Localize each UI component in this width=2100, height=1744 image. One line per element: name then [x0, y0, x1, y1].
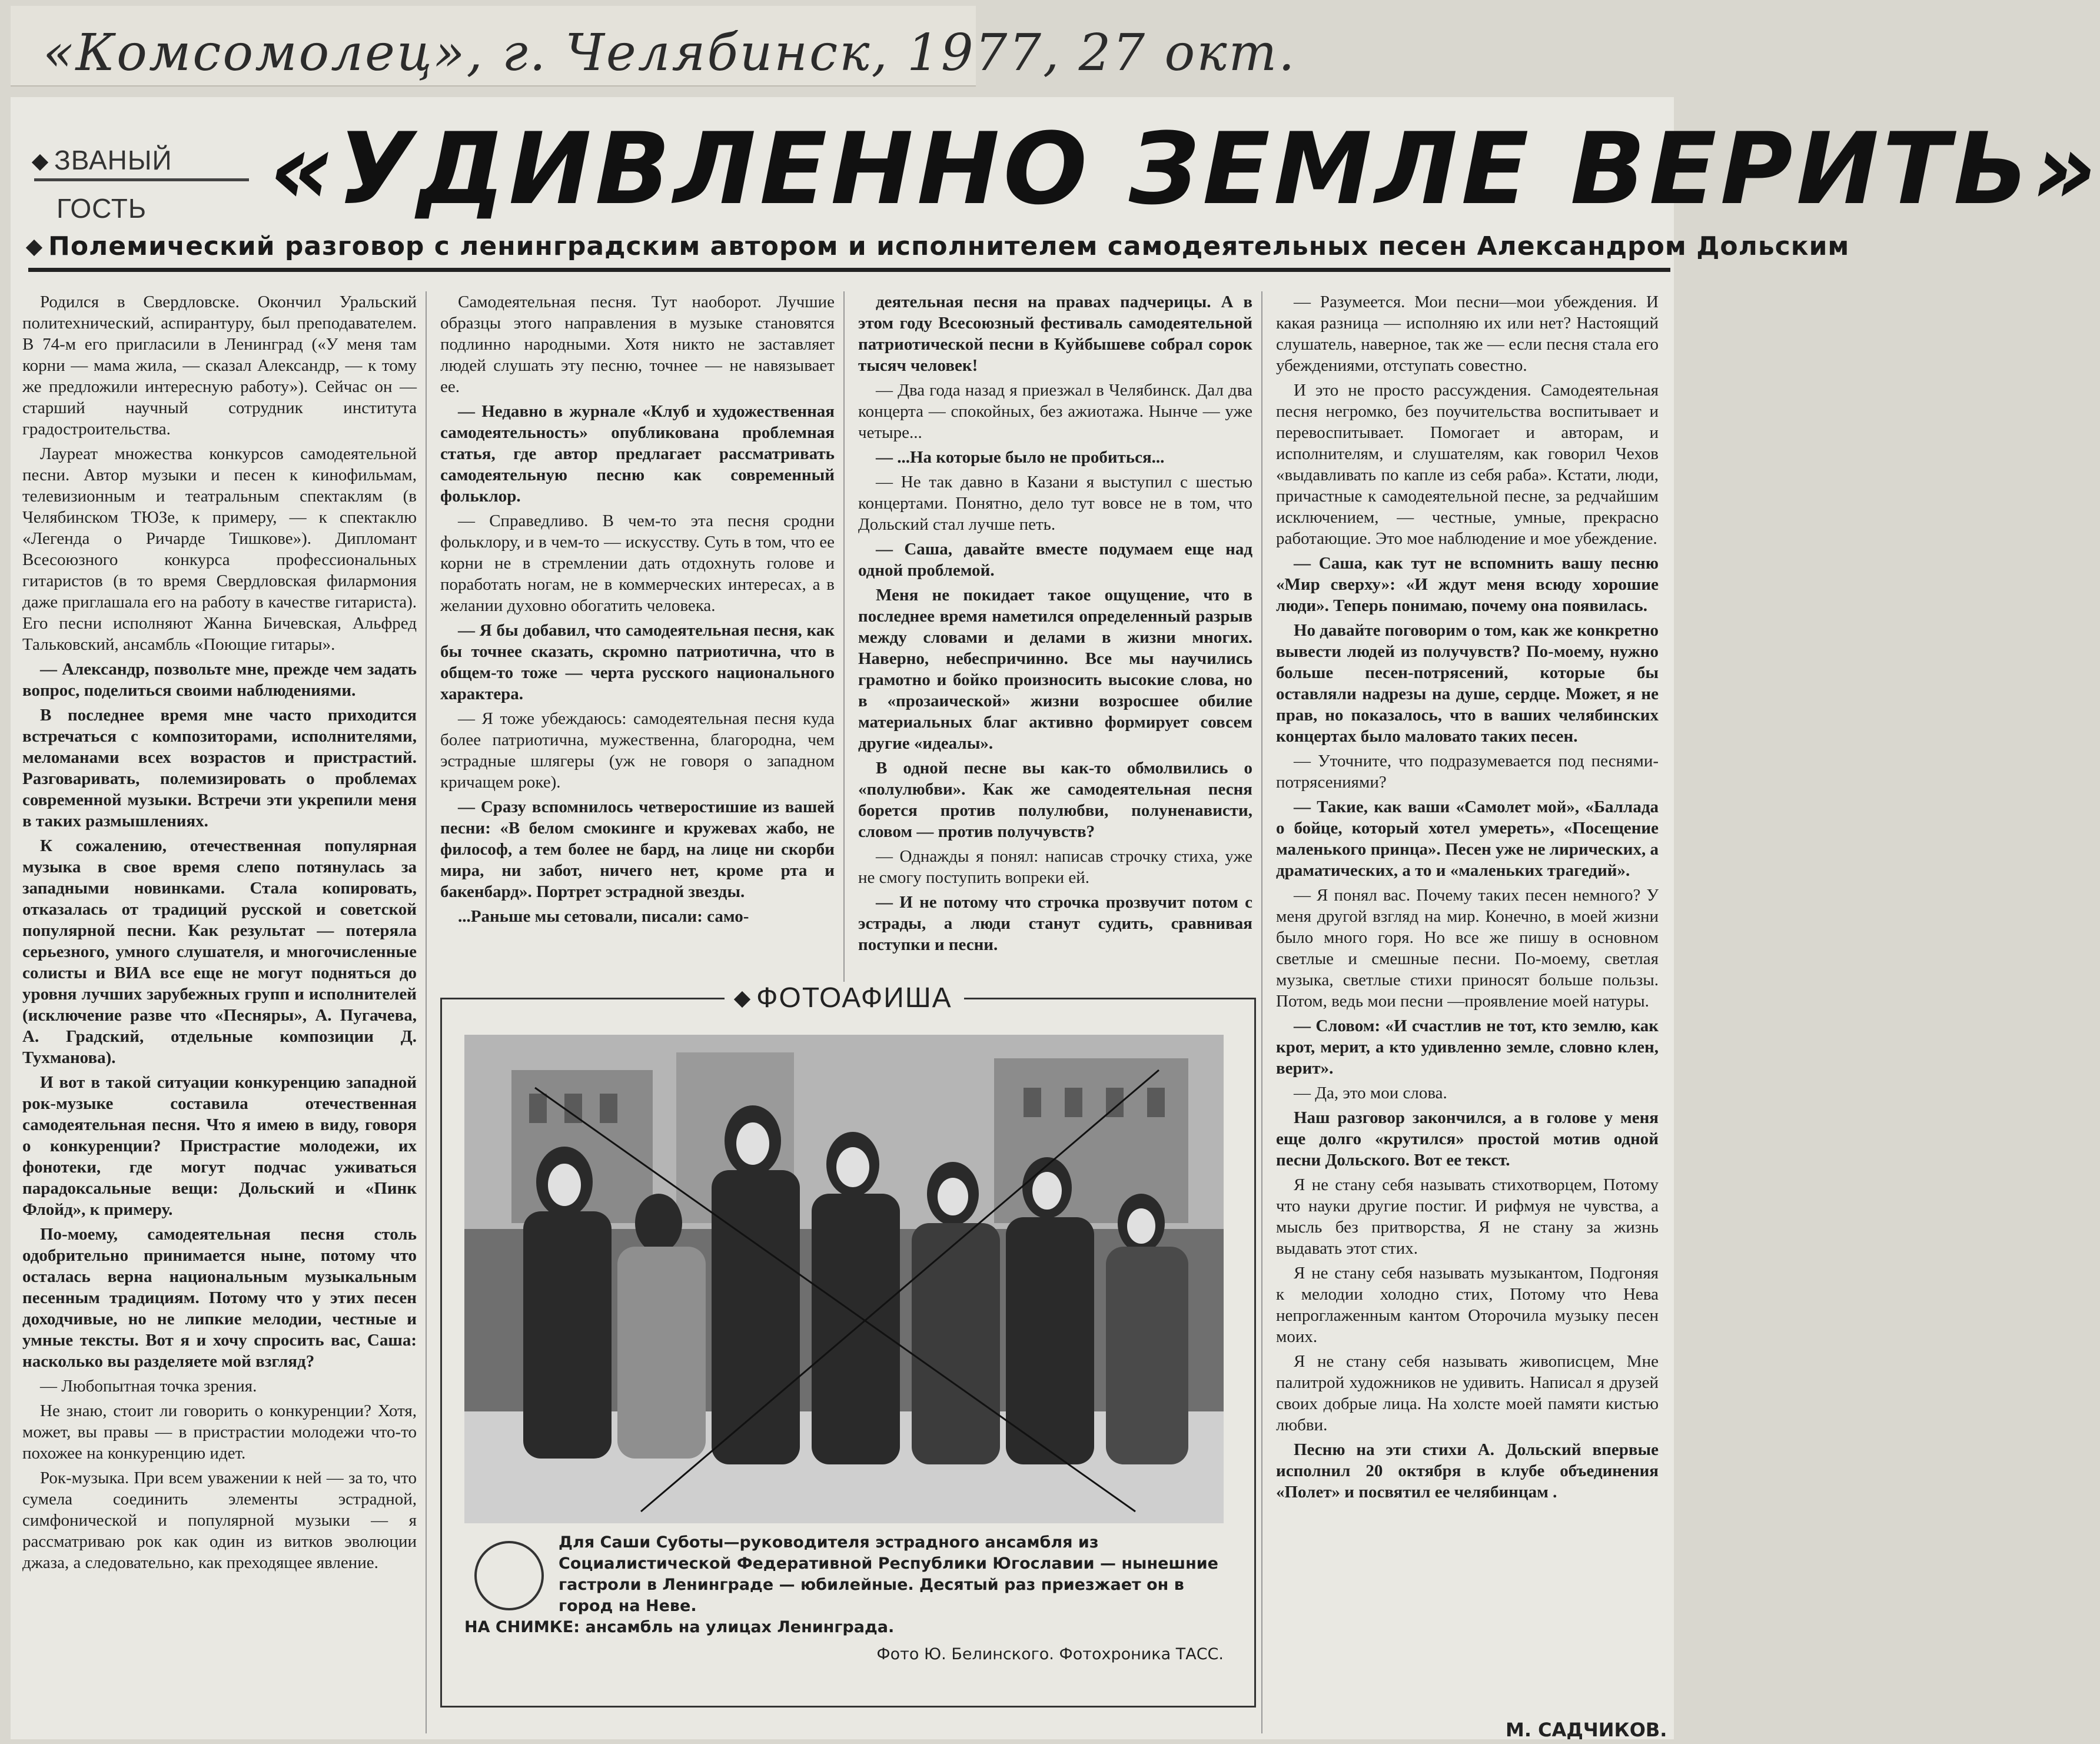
article-paragraph: — Александр, позвольте мне, прежде чем задать вопрос, поделиться своими наблюдениями.	[22, 660, 417, 700]
column-divider	[426, 291, 427, 1733]
photo-caption-text: Для Саши Суботы—руководителя эстрадного ансамбля из Социалистической Федеративной Республики Югославии — нынешние гастроли в Ленинграде — юбилейные. Десятый раз приезжает он в город на Неве.	[559, 1533, 1218, 1615]
article-paragraph: К сожалению, отечественная популярная музыка в свое время слепо потянулась за западными новинками. Стала копировать, отказалась от традиций русской и советской популярной песни. Как результат — потеряла серьезного, умного слушателя, и многочисленные солисты и ВИА все еще не могут подняться до уровня лучших зарубежных групп и исполнителей (исключение разве что «Песняры», А. Пугачева, А. Градский, отдельные композиции Д. Тухманова).	[22, 836, 417, 1067]
handwritten-source-note	[11, 6, 1297, 87]
article-paragraph: Я не стану себя называть стихотворцем, Потому что науки другие постиг. И рифмуя не чувства, а мысль без притворства, Я не стану за жизнь выдавать этот стих.	[1276, 1175, 1659, 1258]
rubric-top-label: ЗВАНЫЙ	[54, 145, 172, 175]
article-paragraph: И вот в такой ситуации конкуренцию западной рок-музыке составила отечественная самодеятельная песня. Что я имею в виду, говоря о конкуренции? Пристрастие молодежи, их фонотеки, где могут подчас уживаться парадоксальные вещи: Дольский и «Пинк Флойд», к примеру.	[22, 1073, 417, 1219]
article-paragraph: — ...На которые было не пробиться...	[876, 448, 1165, 467]
article-paragraph: — Недавно в журнале «Клуб и художественная самодеятельность» опубликована проблемная статья, где автор предлагает рассматривать самодеятельную песню как современный фольклор.	[440, 402, 835, 506]
subheadline-rule	[28, 268, 1670, 272]
rubric-divider	[34, 178, 249, 181]
article-paragraph: И это не просто рассуждения. Самодеятельная песня негромко, без поучительства воспитывает и перевоспитывает. Помогает и авторам, и исполнителям, и слушателям, как говорил Чехов «выдавливать по капле из себя раба». Кстати, люди, причастные к самодеятельной песне, за редчайшим исключением, — честные, умные, прекрасно работающие. Это мое наблюдение и мое убеждение.	[1276, 381, 1659, 548]
ensemble-photo	[464, 1035, 1224, 1523]
article-paragraph: — Я бы добавил, что самодеятельная песня, как бы точнее сказать, скромно патриотична, что в общем-то тоже — черта русского национального характера.	[440, 621, 835, 703]
article-paragraph: — Я понял вас. Почему таких песен немного? У меня другой взгляд на мир. Конечно, в моей жизни было много горя. Но все же пишу в основном светлые и смешные песни. По-моему, светлая музыка, светлые стихи приносят больше пользы. Потом, ведь мои песни —проявление моей натуры.	[1276, 886, 1659, 1011]
article-paragraph: Я не стану себя называть музыкантом, Подгоняя к мелодии холодно стих, Потому что Нева непроглаженным кантом Оторочила музыку песен моих.	[1276, 1264, 1659, 1346]
article-paragraph: Меня не покидает такое ощущение, что в последнее время наметился определенный разрыв между словами и делами в жизни многих. Наверно, небеспричинно. Все мы научились грамотно и бойко произносить высокие слова, но в «прозаической» жизни возросшее обилие материальных благ активно формирует совсем другие «идеалы».	[858, 586, 1252, 753]
article-paragraph: В последнее время мне часто приходится встречаться с композиторами, исполнителями, меломанами всех возрастов и пристрастий. Разговаривать, полемизировать о проблемах современной музыки. Встречи эти укрепили меня в таких размышлениях.	[22, 706, 417, 831]
article-paragraph: деятельная песня на правах падчерицы. А в этом году Всесоюзный фестиваль самодеятельной патриотической песни в Куйбышеве собрал сорок тысяч человек!	[858, 293, 1252, 375]
article-paragraph: ...Раньше мы сетовали, писали: само-	[458, 907, 749, 926]
article-paragraph: Лауреат множества конкурсов самодеятельной песни. Автор музыки и песен к кинофильмам, телевизионным и театральным спектаклям (в Челябинском ТЮЗе, к примеру, — к спектаклю «Легенда о Ричарде Тишкове»). Дипломант Всесоюзного конкурса профессиональных гитаристов (в то время Свердловская филармония даже приглашала его на работу в качестве гитариста). Его песни исполняют Жанна Бичевская, Альфред Тальковский, ансамбль «Поющие гитары».	[22, 444, 417, 654]
article-paragraph: — Любопытная точка зрения.	[40, 1377, 257, 1396]
article-paragraph: — Словом: «И счастлив не тот, кто землю, как крот, мерит, а кто удивленно земле, словно клен, верит».	[1276, 1016, 1659, 1078]
photo-caption	[464, 1532, 1224, 1665]
article-paragraph: — Разумеется. Мои песни—мои убеждения. И какая разница — исполняю их или нет? Настоящий слушатель, наверное, так же — если песня стала его убеждениями, отступать совестно.	[1276, 293, 1659, 375]
rubric-bottom: ГОСТЬ	[57, 193, 147, 224]
article-paragraph: Рок-музыка. При всем уважении к ней — за то, что сумела соединить элементы эстрадной, симфонической и популярной музыки — я рассматриваю рок как один из витков эволюции джаза, а следовательно, как преходящее явление.	[22, 1469, 417, 1572]
article-paragraph: — Саша, давайте вместе подумаем еще над одной проблемой.	[858, 540, 1252, 580]
article-column-4	[1276, 291, 1659, 1739]
rubric-top	[34, 144, 172, 176]
article-column-1	[22, 291, 417, 1733]
article-paragraph: — Да, это мои слова.	[1294, 1084, 1447, 1102]
article-paragraph: — Однажды я понял: написав строчку стиха, уже не смогу поступить вопреки ей.	[858, 847, 1252, 887]
article-paragraph: Не знаю, стоит ли говорить о конкуренции? Хотя, может, вы правы — в пристрастии молодежи что-то похожее на конкуренцию идет.	[22, 1401, 417, 1463]
article-paragraph: Но давайте поговорим о том, как же конкретно вывести людей из получувств? По-моему, нужно больше песен-потрясений, которые бы оставляли надрезы на душе, сердце. Может, я не прав, но показалось, что в ваших челябинских концертах было маловато таких песен.	[1276, 621, 1659, 746]
article-paragraph: Наш разговор закончился, а в голове у меня еще долго «крутился» простой мотив одной песни Дольского. Вот ее текст.	[1276, 1108, 1659, 1170]
article-paragraph: — Не так давно в Казани я выступил с шестью концертами. Понятно, дело тут вовсе не в том, что Дольский стал лучше петь.	[858, 473, 1252, 534]
headline: «УДИВЛЕННО ЗЕМЛЕ ВЕРИТЬ»	[270, 111, 2100, 227]
article-paragraph: — И не потому что строчка прозвучит потом с эстрады, а люди станут судить, сравнивая поступки и песни.	[858, 893, 1252, 954]
photo-caption-label: НА СНИМКЕ: ансамбль на улицах Ленинграда.	[464, 1618, 895, 1636]
diamond-icon	[26, 240, 42, 256]
photo-credit: Фото Ю. Белинского. Фотохроника ТАСС.	[876, 1645, 1224, 1663]
article-column-2	[440, 291, 835, 998]
article-paragraph: — Уточните, что подразумевается под песнями-потрясениями?	[1276, 752, 1659, 792]
article-paragraph: Я не стану себя называть живописцем, Мне палитрой художников не удивить. Написал я друзей своих добрые лица. На холсте моей памяти кистью любви.	[1276, 1352, 1659, 1434]
subheadline	[28, 231, 1850, 261]
column-divider	[1261, 291, 1262, 1733]
article-paragraph: Родился в Свердловске. Окончил Уральский политехнический, аспирантуру, был преподавателем. В 74-м его пригласили в Ленинград («У меня там корни — мама жила, — сказал Александр, — к тому же предложили интересную работу»). Сейчас он — старший научный сотрудник института градостроительства.	[22, 293, 417, 439]
article-paragraph: — Такие, как ваши «Самолет мой», «Баллада о бойце, который хотел умереть», «Посещение маленького принца». Песен уже не лирических, а драматических, а то и «маленьких трагедий».	[1276, 798, 1659, 880]
photo-poster-title-text: ФОТОАФИША	[756, 982, 952, 1014]
diamond-icon	[32, 154, 48, 171]
article-paragraph: В одной песне вы как-то обмолвились о «полулюбви». Как же самодеятельная песня борется против полулюбви, полуненависти, словом — против получувств?	[858, 759, 1252, 841]
article-paragraph: Самодеятельная песня. Тут наоборот. Лучшие образцы этого направления в музыке становятся подлинно народными. Хотя никто не заставляет людей слушать эту песню, точнее — не навязывает ее.	[440, 293, 835, 396]
photo-poster-title	[725, 982, 964, 1014]
article-paragraph: — Сразу вспомнилось четверостишие из вашей песни: «В белом смокинге и кружевах жабо, не философ, а тем более не бард, на лице ни скорби мира, ни забот, ничего нет, кроме рта и бакенбард». Портрет эстрадной звезды.	[440, 798, 835, 901]
article-paragraph: — Справедливо. В чем-то эта песня сродни фольклору, и в чем-то — искусству. Суть в том, что ее корни не в стремлении дать отдохнуть голове и поработать ногам, не в коммерческих интересах, а в желании духовно обогатить человека.	[440, 511, 835, 615]
author-signature: М. САДЧИКОВ.	[1506, 1719, 1667, 1741]
diamond-icon	[734, 991, 750, 1008]
article-paragraph: — Я тоже убеждаюсь: самодеятельная песня куда более патриотична, мужественна, благородна, чем эстрадные шлягеры (уж не говоря о западном кричащем роке).	[440, 709, 835, 792]
article-paragraph: По-моему, самодеятельная песня столь одобрительно принимается ныне, потому что осталась верна национальным музыкальным песенным традициям. Потому что у этих песен доходчивые, но не липкие мелодии, честные и умные тексты. Вот я и хочу спросить вас, Саша: насколько вы разделяете мой взгляд?	[22, 1225, 417, 1371]
article-column-3	[858, 291, 1252, 998]
article-paragraph: — Саша, как тут не вспомнить вашу песню «Мир сверху»: «И ждут меня всюду хорошие люди». Теперь понимаю, почему она появилась.	[1276, 554, 1659, 615]
column-divider	[843, 291, 845, 986]
ensemble-photo-illustration	[464, 1035, 1224, 1523]
photo-poster	[440, 982, 1256, 1708]
newspaper-clipping	[11, 97, 2100, 1741]
handnote-text: «Комсомолец», г. Челябинск, 1977, 27 окт.	[43, 24, 1297, 82]
subheadline-text: Полемический разговор с ленинградским автором и исполнителем самодеятельных песен Александром Дольским	[48, 231, 1850, 261]
article-paragraph: — Два года назад я приезжал в Челябинск. Дал два концерта — спокойных, без ажиотажа. Нынче — уже четыре...	[858, 381, 1252, 442]
article-paragraph: Песню на эти стихи А. Дольский впервые исполнил 20 октября в клубе объединения «Полет» и посвятил ее челябинцам .	[1276, 1440, 1659, 1501]
